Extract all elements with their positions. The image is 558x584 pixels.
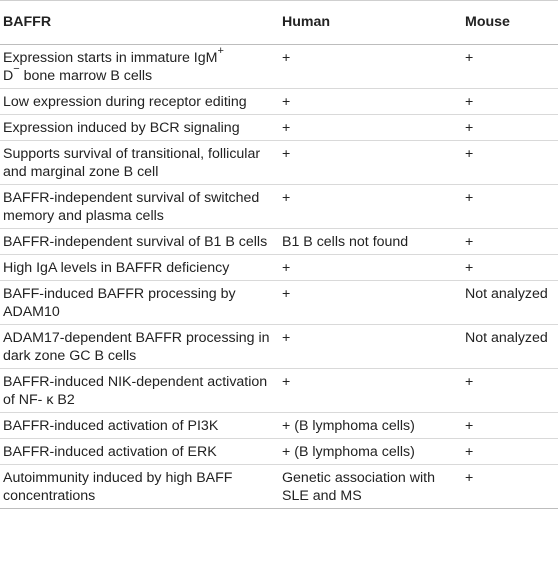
feature-cell: BAFFR-induced NIK-dependent activation of NF- κ B2 (3, 374, 268, 408)
feature-cell: BAFFR-induced activation of PI3K (3, 418, 219, 434)
table-row (0, 439, 558, 465)
table-row (0, 45, 558, 89)
table-row (0, 115, 558, 141)
mouse-cell: + (465, 418, 474, 434)
header-mouse: Mouse (462, 1, 558, 45)
human-cell: B1 B cells not found (282, 234, 409, 250)
mouse-cell: + (465, 260, 474, 276)
mouse-cell: + (465, 120, 474, 136)
human-cell: + (282, 120, 291, 136)
mouse-cell: + (465, 234, 474, 250)
feature-cell (0, 45, 279, 89)
feature-cell: BAFFR-independent survival of B1 B cells (3, 234, 268, 250)
human-cell: + (B lymphoma cells) (282, 418, 415, 434)
table-row (0, 369, 558, 413)
feature-cell: High IgA levels in BAFFR deficiency (3, 260, 230, 276)
feature-cell: Supports survival of transitional, follicular and marginal zone B cell (3, 146, 261, 180)
table-row (0, 413, 558, 439)
mouse-cell: Not analyzed (465, 286, 548, 302)
table-row (0, 229, 558, 255)
human-cell: + (B lymphoma cells) (282, 444, 415, 460)
human-cell: + (282, 260, 291, 276)
feature-cell: Low expression during receptor editing (3, 94, 247, 110)
human-cell: + (282, 374, 291, 390)
feature-text-c: bone marrow B cells (19, 68, 153, 84)
table-row (0, 281, 558, 325)
feature-cell: ADAM17-dependent BAFFR processing in dark zone GC B cells (3, 330, 270, 364)
mouse-cell: + (465, 190, 474, 206)
feature-text-a: Expression starts in immature IgM (3, 50, 218, 66)
human-cell: + (282, 330, 291, 346)
feature-cell: BAFFR-independent survival of switched memory and plasma cells (3, 190, 260, 224)
mouse-cell: + (465, 50, 474, 66)
human-cell: Genetic association with SLE and MS (282, 470, 435, 504)
human-cell: + (282, 190, 291, 206)
table-row (0, 89, 558, 115)
mouse-cell: + (465, 444, 474, 460)
feature-cell: Autoimmunity induced by high BAFF concentrations (3, 470, 233, 504)
mouse-cell: + (465, 146, 474, 162)
header-human: Human (279, 1, 462, 45)
superscript-plus: + (217, 45, 224, 58)
table-row (0, 325, 558, 369)
feature-text-b: D (3, 68, 14, 84)
human-cell: + (282, 94, 291, 110)
table-row (0, 141, 558, 185)
human-cell: + (282, 146, 291, 162)
table-row (0, 255, 558, 281)
header-baffr: BAFFR (0, 1, 279, 45)
human-cell: + (282, 286, 291, 302)
feature-cell: Expression induced by BCR signaling (3, 120, 240, 136)
feature-cell: BAFF-induced BAFFR processing by ADAM10 (3, 286, 236, 320)
human-cell: + (282, 50, 291, 66)
mouse-cell: + (465, 470, 474, 486)
mouse-cell: + (465, 94, 474, 110)
feature-cell: BAFFR-induced activation of ERK (3, 444, 217, 460)
table-row (0, 185, 558, 229)
mouse-cell: Not analyzed (465, 330, 548, 346)
table-row (0, 465, 558, 509)
header-row (0, 1, 558, 45)
mouse-cell: + (465, 374, 474, 390)
superscript-minus: − (13, 63, 20, 76)
